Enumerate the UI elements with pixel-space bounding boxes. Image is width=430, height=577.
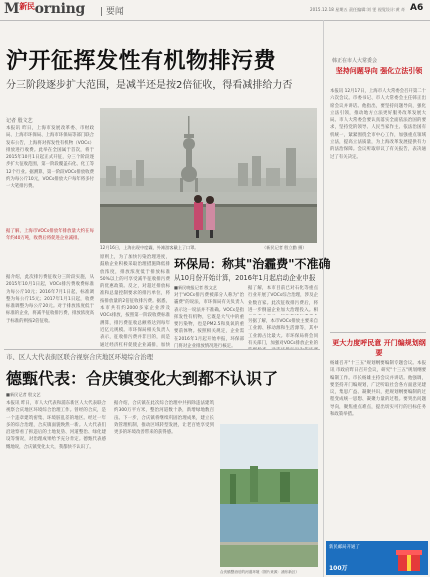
page-number: A6 — [410, 3, 424, 13]
main-col2-text: 原则上，为了加快污染治理进度，鼓励企业积极采取治理措施降低排放浓度，排放浓度低于排放标准50%以上的可享受减半征收排污费的优惠政策。反之，对超过排放标准和总量控制要求的排污单位，将按排放量的2倍征收排污费。据悉，本市共有约2000多家企业涉及VOCs排放，按照第一阶段收费标准测算，排污费征收总额将达到每年近亿元规模。市环保局相关负责人表示，征收排污费并非目的，而是通过经济杠杆促使企业减排，加快 — [100, 255, 170, 348]
sub-text-b: 据了解，本市目前已对石化等重点行业开展了VOCs综合治理，涉及企业数百家。此次征收排污费后，将进一步倒逼企业加大治理投入。相 — [248, 286, 318, 313]
story2-byline: ■新民记者 殷文艺 — [6, 392, 41, 397]
sub-headline: 环保局：称其"治霾费"不准确 — [174, 257, 331, 271]
right-text-2: 杨雄召开"十三五"规划纲要编制专题会议。本报讯 市政府昨日召开会议，研究"十三五"规划纲要编制工作。市长杨雄主持会议并讲话。他强调，要坚持开门编规划，广泛听取社会各方面意见建议，集思广益、凝聚共识，把规划纲要编制的过程变成统一思想、凝聚力量的过程。要突出问题导向，聚焦重点难点，提出切实可行的目标任务和政策举措。 — [330, 361, 426, 418]
sub-subhead: 从10月份开始计算，2016年1月起启动企业申报 — [174, 274, 316, 282]
right-title-2: 更大力度呼民意 开门编规划纲要 — [332, 339, 426, 357]
main-headline: 沪开征挥发性有机物排污费 — [6, 49, 277, 74]
story2-kicker: 市、区人大代表街区联合视察合庆地区环境综合治理 — [6, 353, 153, 361]
skyline-photo-illustration — [100, 108, 317, 243]
page-header — [0, 0, 430, 21]
main-col1-top: 本报讯 昨日，上海市发展改革委、市财政局、上海市环保局、上海市环保局等部门联合发布公告，上海将对挥发性有机物（VOCs）排放进行收费。此举在全国属于首次，将于2015年10月1日起正式开征，分三个阶段逐步扩大征收范围，第一阶段覆盖石化、化工等12个行业。据测算，第一阶段VOCs排放收费约为每公斤10元，VOCs排放大户每年将多付一大笔排污费。 — [6, 126, 94, 190]
story2-photo — [220, 424, 318, 567]
skyline-photo — [100, 108, 317, 243]
ad-text: 新民邮局开通了 — [329, 545, 360, 550]
sub-text-a: 对于VOCs排污费被部分人称为"治霾费"的说法，市环保局有关负责人表示这一说法并不准确。VOCs是指挥发性有机物，它既是大气中的重要污染物，也是PM2.5和臭氧的重要前体物。按照相关规定，企业需在2016年1月起开始申报，环保部门将对企业排放情况进行核定。 — [174, 293, 244, 350]
main-byline: 记者 殷文艺 — [6, 118, 33, 124]
masthead-logo: $M^{新民}orning$ — [4, 1, 85, 17]
story2-headline: 德甄代表：合庆镇变化大到都不认识了 — [6, 369, 279, 388]
right-column — [323, 20, 430, 577]
right-divider — [330, 332, 426, 333]
masthead-mark: 新民 — [19, 1, 35, 11]
main-col1-bottom: 据介绍，此次排污费征收分三阶段实施，从2015年10月1日起，VOCs排污费收费标准为每公斤10元；2016年7月1日起，标准调整为每公斤15元；2017年1月1日起，收费标准调整为每公斤20元。对于排放浓度低于标准的企业，将减半征收排污费，排放浓度高于标准的则按2倍征收。 — [6, 275, 94, 324]
advertisement-banner[interactable] — [326, 541, 428, 575]
right-kicker-1: 韩正在市人大常委会 — [332, 58, 378, 64]
sub-kicker: ■新民晚报记者 殷文艺 — [174, 285, 217, 290]
waterway-illustration — [220, 424, 318, 567]
right-text-1: 本报讯 12月17日，上海市人大常委会召开第二十六次会议。市委书记、市人大常委会主任韩正出席会议并讲话。他指出，要坚持问题导向，强化立法引领，推动地方立法更好服务改革发展大局。市人大常委会要认真落实全面依法治国的要求，坚持党的领导、人民当家作主、依法治国有机统一，紧紧围绕全市中心工作，加强重点领域立法，提高立法质量，为上海改革发展提供有力的法治保障。会议听取审议了有关报告，表决通过了有关决定。 — [330, 89, 426, 160]
main-col1-highlight: 据了解，上海市VOCs排放年排放量大约在每年约40万吨，收费后将促进企业减排。 — [6, 229, 94, 242]
section-divider — [4, 349, 320, 350]
story2-col2: 据介绍，合庆镇在此次综合治理中共拆除违法建筑约300万平方米，整治河道数十条，新增绿地数百亩。下一步，合庆镇将继续巩固治理成果，建立长效管理机制，推动区域转型发展，让老百姓享受到更多的环境改善带来的获得感。 — [114, 401, 214, 436]
section-label: | 要闻 — [100, 7, 124, 17]
right-title-1: 坚持问题导向 强化立法引领 — [335, 67, 423, 75]
ad-number: 100万 — [329, 565, 348, 572]
sub-text-c: 另据了解，本市VOCs排放主要来自工业源、移动源和生活源等，其中工业源占比最大。市环保局将会同有关部门，加强对VOCs排放企业的 — [248, 319, 318, 346]
story2-col1: 本报讯 昨日，市人大代表和浦东新区人大代表联合视察合庆地区环境综合治理工作。曾经的合庆，是一个违章建筑密集、环境脏乱差的地区。经过一年多的综合治理，合庆镇面貌焕然一新。人大代表们沿途察看了拆违后的土地复垦、河道整治、绿化建设等情况，对治理成果给予充分肯定。德甄代表感慨地说，合庆镇变化太大，我都快不认识了。 — [6, 401, 106, 450]
photo-caption: 12月16日，上海出现中度霾，外滩游客戴上了口罩。 — [100, 245, 199, 250]
gift-box-icon — [394, 543, 424, 573]
main-subhead: 分三阶段逐步扩大范围，是减半还是按2倍征收，得看减排给力否 — [6, 80, 293, 91]
issue-meta: 2015.12.18 星期五 责任编辑:刘 雯 视觉设计:黄 奇 — [310, 7, 406, 12]
story2-photo-caption: 合庆镇整治后的河道环境（图片来源：浦东新区） — [220, 570, 300, 574]
photo-credit: （新民记者 殷立勤 摄） — [262, 245, 307, 250]
